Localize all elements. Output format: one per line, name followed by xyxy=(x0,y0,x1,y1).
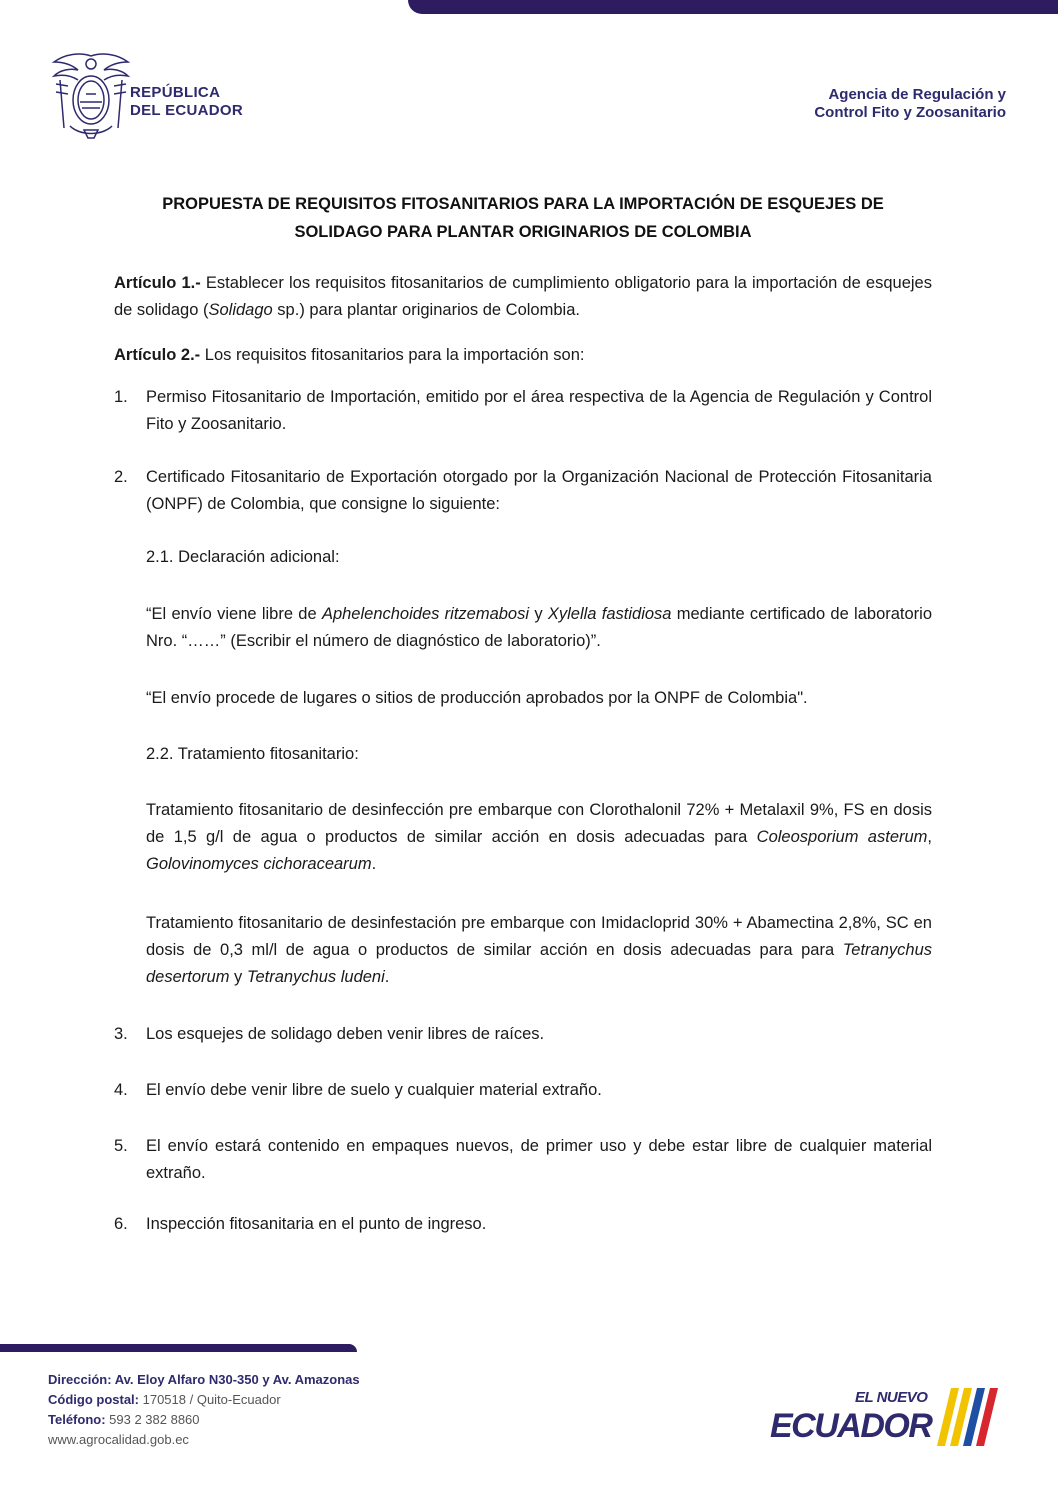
additional-declaration-2: “El envío procede de lugares o sitios de producción aprobados por la ONPF de Colombia". xyxy=(146,689,808,707)
agency-line-1: Agencia de Regulación y xyxy=(828,86,1006,103)
article-1-text-a: Establecer los requisitos fitosanitarios de cumplimiento obligatorio para la importación de esquejes de solidago ( xyxy=(114,274,932,319)
list-item-number: 6. xyxy=(114,1215,128,1233)
list-item-text: Los esquejes de solidago deben venir libres de raíces. xyxy=(146,1025,545,1043)
subsection-2-2-heading: 2.2. Tratamiento fitosanitario: xyxy=(146,745,359,763)
postal-value: 170518 / Quito-Ecuador xyxy=(139,1392,281,1407)
treat2-species-2: Tetranychus ludeni xyxy=(246,968,385,986)
list-item xyxy=(114,464,932,518)
decl1-text-a: “El envío viene libre de xyxy=(146,605,322,623)
treat1-text-c: . xyxy=(371,855,377,873)
logo-big-text: ECUADOR xyxy=(770,1407,932,1445)
footer-contact xyxy=(48,1370,360,1450)
phone-label: Teléfono: xyxy=(48,1412,106,1427)
list-item xyxy=(114,1077,932,1104)
country-line-2: DEL ECUADOR xyxy=(130,102,244,119)
footer-accent-bar xyxy=(0,1344,357,1352)
footer-postal xyxy=(48,1390,360,1410)
logo-wordmark xyxy=(770,1390,931,1446)
postal-label: Código postal: xyxy=(48,1392,139,1407)
logo-small-text: EL NUEVO xyxy=(855,1389,928,1406)
country-name xyxy=(130,84,243,120)
treatment-2 xyxy=(146,910,932,991)
el-nuevo-ecuador-logo xyxy=(770,1380,999,1446)
article-1-text-b: sp.) para plantar originarios de Colombia. xyxy=(272,301,580,319)
ecuador-coat-of-arms-icon xyxy=(50,50,132,140)
title-line-1: PROPUESTA DE REQUISITOS FITOSANITARIOS PARA LA IMPORTACIÓN DE ESQUEJES DE xyxy=(162,195,884,213)
list-item-number: 2. xyxy=(114,468,128,486)
phone-value: 593 2 382 8860 xyxy=(105,1412,200,1427)
treat2-text-c: . xyxy=(384,968,390,986)
treat1-text-b: , xyxy=(927,828,932,846)
address-label: Dirección: xyxy=(48,1372,112,1387)
decl1-text-b: y xyxy=(529,605,548,623)
treat2-text-a: Tratamiento fitosanitario de desinfestación pre embarque con Imidacloprid 30% + Abamectina 2,8%, SC en dosis de 0,3 ml/l de agua o productos de similar acción en dosis adecuadas para para xyxy=(146,914,932,959)
list-item-text: Certificado Fitosanitario de Exportación otorgado por la Organización Nacional de Protección Fitosanitaria (ONPF) de Colombia, que consigne lo siguiente: xyxy=(146,468,932,513)
treat1-text-a: Tratamiento fitosanitario de desinfección pre embarque con Clorothalonil 72% + Metalaxil 9%, FS en dosis de 1,5 g/l de agua o productos de similar acción en dosis adecuadas para xyxy=(146,801,932,846)
list-item-number: 5. xyxy=(114,1137,128,1155)
decl1-text-c: mediante certificado de laboratorio Nro. “……” (Escribir el número de diagnóstico de laboratorio)”. xyxy=(146,605,933,650)
country-line-1: REPÚBLICA xyxy=(130,84,221,101)
list-item-text: El envío debe venir libre de suelo y cualquier material extraño. xyxy=(146,1081,602,1099)
flag-stripes-icon xyxy=(937,1388,999,1446)
agency-name xyxy=(814,86,1006,122)
list-item-text: Inspección fitosanitaria en el punto de ingreso. xyxy=(146,1215,487,1233)
decl1-species-2: Xylella fastidiosa xyxy=(547,605,672,623)
list-item xyxy=(114,1133,932,1187)
article-1 xyxy=(114,270,932,324)
additional-declaration-1 xyxy=(146,601,932,655)
article-2-label: Artículo 2.- xyxy=(114,346,201,364)
address-value: Av. Eloy Alfaro N30-350 y Av. Amazonas xyxy=(111,1372,360,1387)
list-item xyxy=(114,384,932,438)
treat2-text-b: y xyxy=(229,968,247,986)
agency-line-2: Control Fito y Zoosanitario xyxy=(814,104,1006,121)
list-item xyxy=(114,1021,932,1048)
list-item-number: 3. xyxy=(114,1025,128,1043)
title-line-2: SOLIDAGO PARA PLANTAR ORIGINARIOS DE COLOMBIA xyxy=(294,223,752,241)
treat2-species-1: Tetranychus desertorum xyxy=(146,941,932,986)
article-1-italic: Solidago xyxy=(208,301,273,319)
list-item-number: 4. xyxy=(114,1081,128,1099)
list-item xyxy=(114,1211,932,1238)
list-item-number: 1. xyxy=(114,388,128,406)
footer-phone xyxy=(48,1410,360,1430)
footer-address xyxy=(48,1370,360,1390)
document-title xyxy=(110,190,936,246)
article-1-label: Artículo 1.- xyxy=(114,274,201,292)
subsection-2-1-heading: 2.1. Declaración adicional: xyxy=(146,548,340,566)
article-2 xyxy=(114,342,932,369)
website-link[interactable]: www.agrocalidad.gob.ec xyxy=(48,1432,189,1447)
list-item-text: El envío estará contenido en empaques nuevos, de primer uso y debe estar libre de cualquier material extraño. xyxy=(146,1137,932,1182)
list-item-text: Permiso Fitosanitario de Importación, emitido por el área respectiva de la Agencia de Regulación y Control Fito y Zoosanitario. xyxy=(146,388,932,433)
treat1-species-1: Coleosporium asterum xyxy=(756,828,928,846)
decl1-species-1: Aphelenchoides ritzemabosi xyxy=(321,605,530,623)
treatment-1 xyxy=(146,797,932,878)
treat1-species-2: Golovinomyces cichoracearum xyxy=(146,855,372,873)
header-accent-bar xyxy=(408,0,1058,14)
article-2-text: Los requisitos fitosanitarios para la importación son: xyxy=(200,346,585,364)
